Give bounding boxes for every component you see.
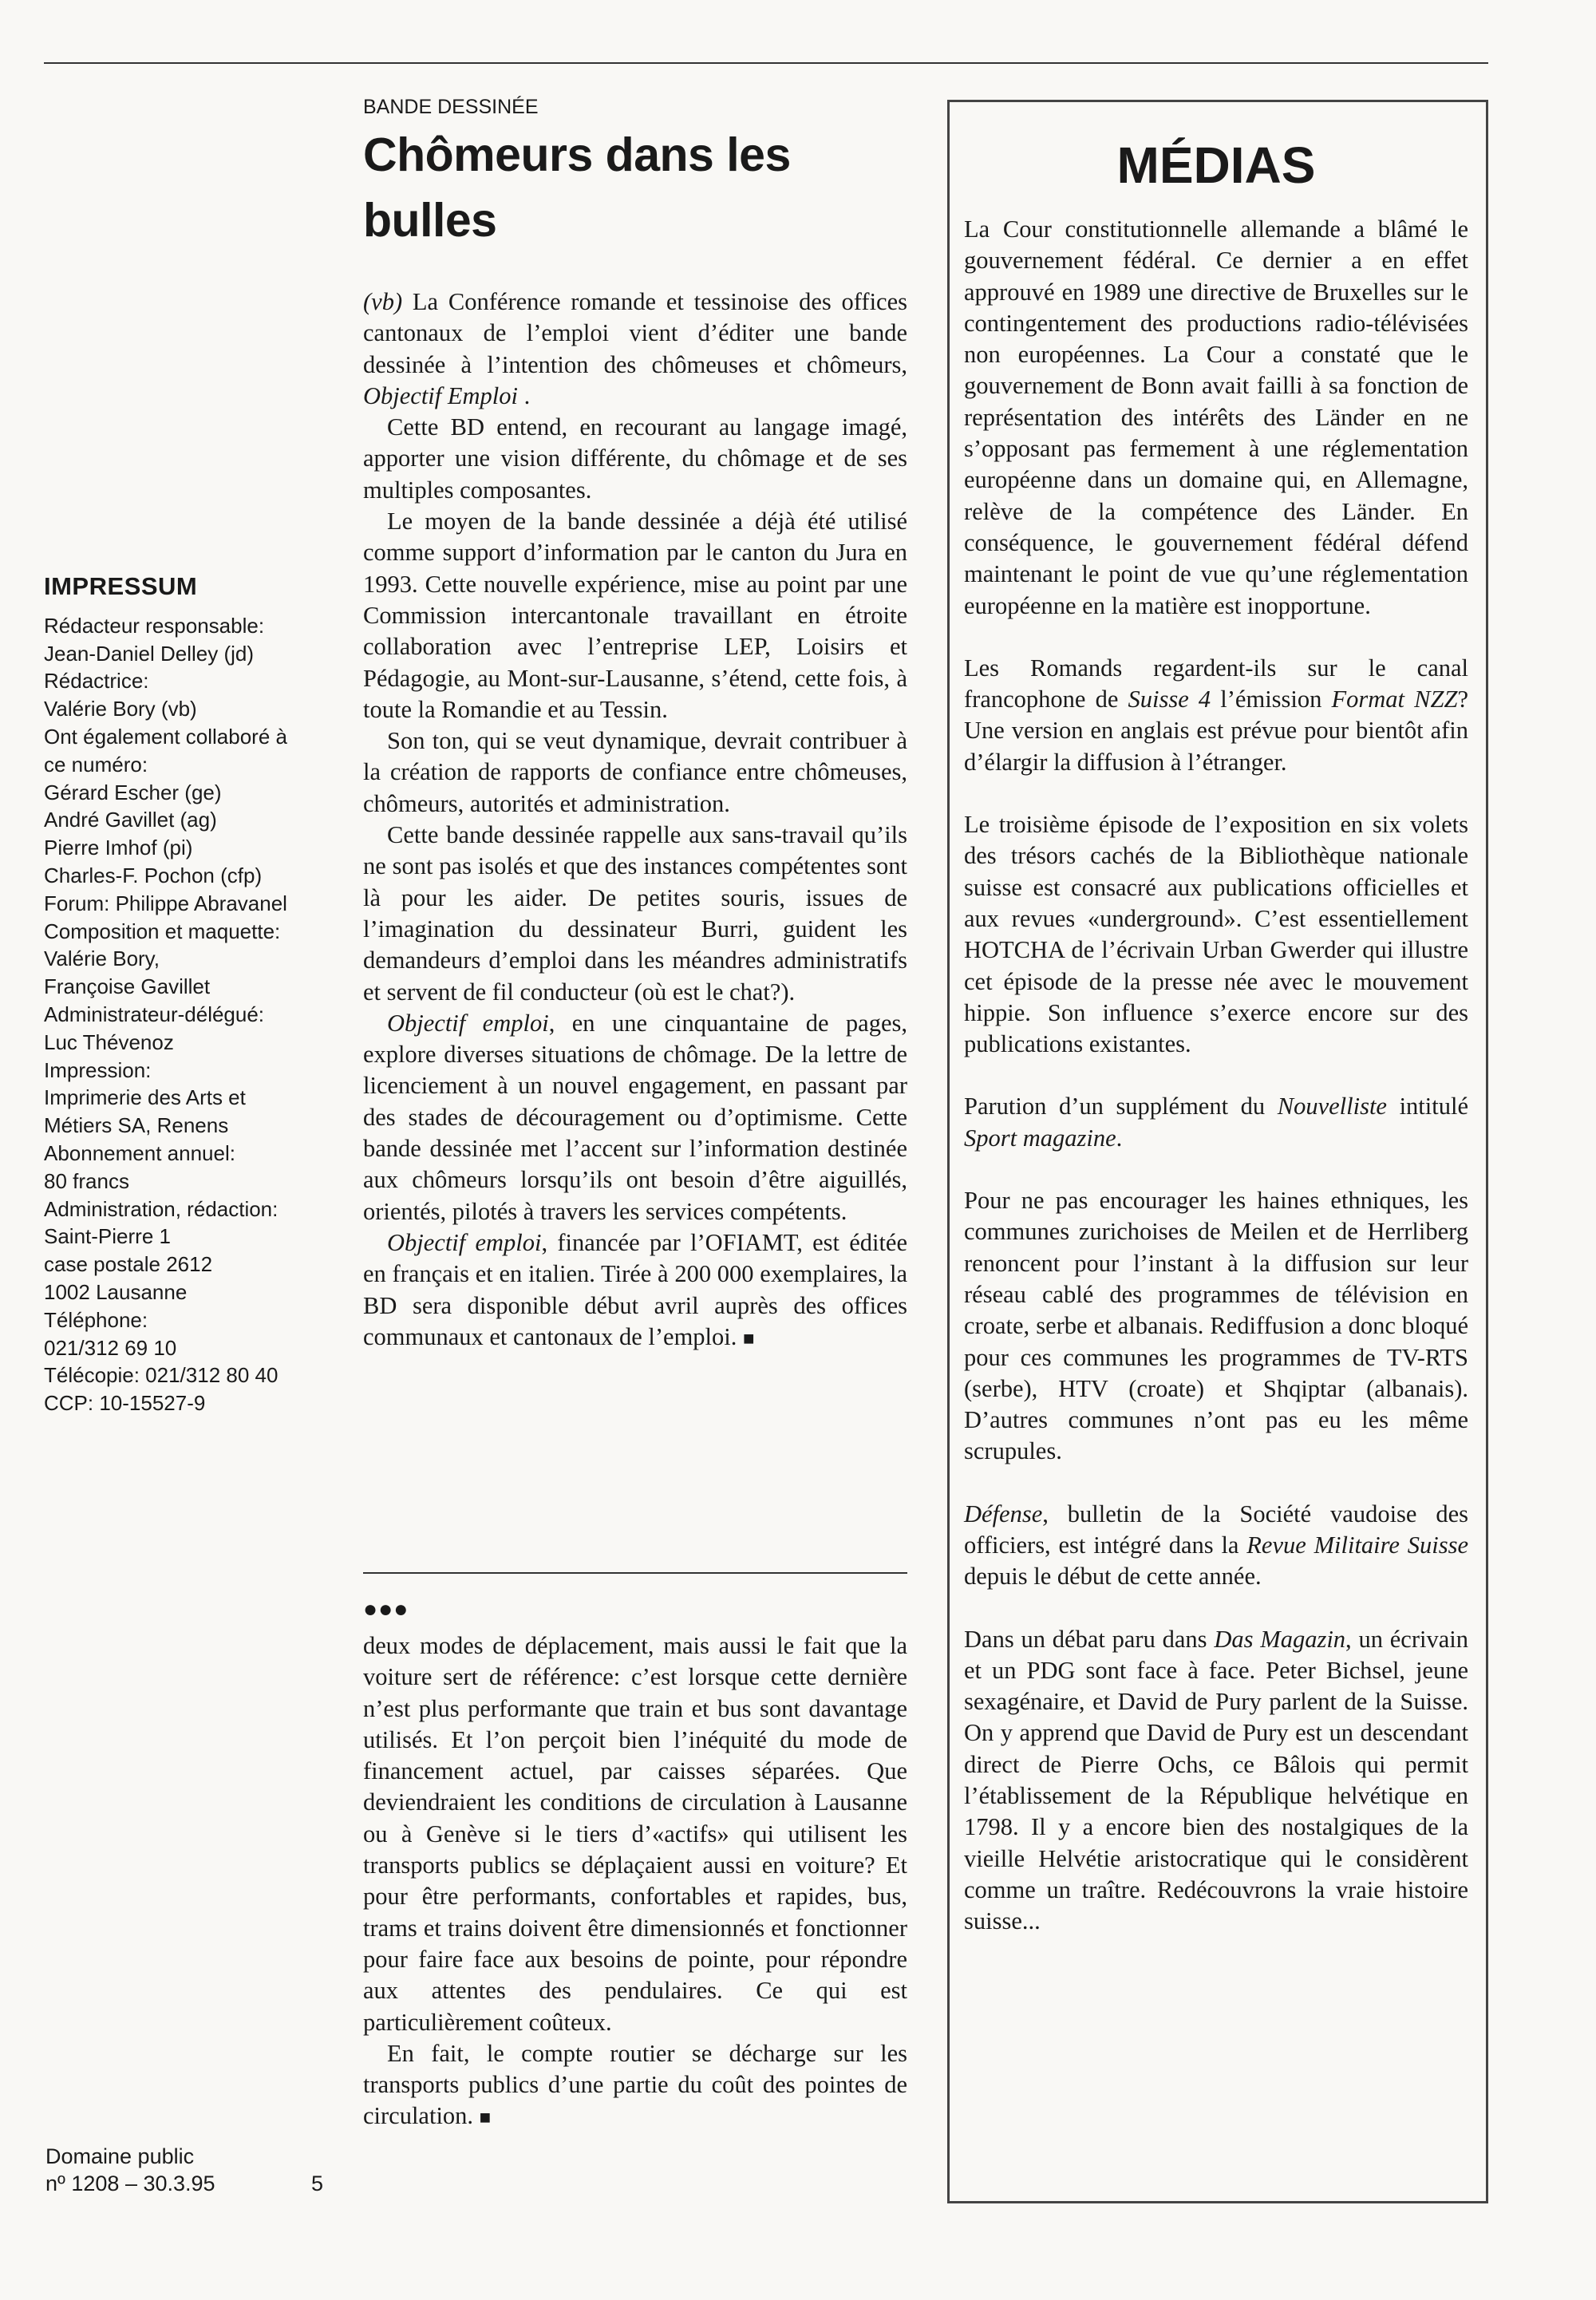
impressum-title: IMPRESSUM bbox=[44, 572, 198, 600]
medias-item: La Cour constitutionnelle allemande a blâmé le gouvernement fédéral. Ce dernier a en effet approuvé en 1989 une directive de Bruxelles sur le contingentement des productions radio-télévisées non européennes. La Cour a constaté que le gouvernement de Bonn avait failli à sa fonction de représentation des intérêts des Länder en ne s’opposant pas fermement à une réglementation européenne dans un domaine qui, en Allemagne, relève de la compétence des Länder. En conséquence, le gouvernement fédéral défend maintenant le point de vue qu’une réglementation européenne en la matière est inopportune. bbox=[964, 215, 1468, 619]
impressum-lines bbox=[44, 612, 331, 1417]
impressum-line: Gérard Escher (ge) bbox=[44, 780, 222, 804]
medias-item: Défense, bulletin de la Société vaudoise des officiers, est intégré dans la Revue Militaire Suisse depuis le début de cette année. bbox=[964, 1500, 1468, 1591]
impressum-line: Métiers SA, Renens bbox=[44, 1113, 229, 1138]
medias-box bbox=[947, 100, 1488, 2203]
impressum-line: Rédacteur responsable: bbox=[44, 613, 265, 638]
continuation-paragraph: En fait, le compte routier se décharge sur les transports publics d’une partie du coût des pointes de circulation. ■ bbox=[363, 2039, 907, 2130]
article-paragraph: Cette BD entend, en recourant au langage imagé, apporter une vision différente, du chômage et de ses multiples composantes. bbox=[363, 413, 907, 504]
impressum-line: Abonnement annuel: bbox=[44, 1140, 235, 1165]
impressum-line: Forum: Philippe Abravanel bbox=[44, 891, 287, 915]
continuation-paragraph: deux modes de déplacement, mais aussi le fait que la voiture sert de référence: c’est lorsque cette dernière n’est plus performante que train et bus sont davantage utilisés. Et l’on perçoit bien l’inéquité du mode de financement actuel, par caisses séparées. Que deviendraient les conditions de circulation à Lausanne ou à Genève si le tiers d’«actifs» qui utilisent les transports publics se déplaçaient aussi en voiture? Et pour être performants, confortables et rapides, bus, trams et trains doivent être dimensionnés et fonctionner pour faire face aux besoins de pointe, pour répondre aux attentes des pendulaires. Ce qui est particulièrement coûteux. bbox=[363, 1632, 907, 2036]
impressum-line: Ont également collaboré à bbox=[44, 724, 287, 749]
page-footer bbox=[45, 2143, 333, 2197]
impressum-line: Pierre Imhof (pi) bbox=[44, 836, 193, 860]
impressum-line: 1002 Lausanne bbox=[44, 1279, 188, 1304]
impressum-line: case postale 2612 bbox=[44, 1252, 213, 1277]
article-continuation bbox=[363, 1594, 907, 2135]
medias-item: Le troisième épisode de l’exposition en six volets des trésors cachés de la Bibliothèque nationale suisse est consacré aux publications officielles et aux revues «underground». C’est essentiellement HOTCHA de l’écrivain Urban Gwerder qui illustre cet épisode de la presse née avec le mouvement hippie. Son influence s’exerce encore sur des publications existantes. bbox=[964, 811, 1468, 1058]
impressum-line: Administration, rédaction: bbox=[44, 1196, 279, 1221]
medias-title: MÉDIAS bbox=[1116, 136, 1316, 194]
impressum-line: Valérie Bory (vb) bbox=[44, 697, 197, 721]
impressum-line: Télécopie: 021/312 80 40 bbox=[44, 1363, 279, 1388]
impressum-line: 021/312 69 10 bbox=[44, 1335, 177, 1360]
continuation-body bbox=[363, 1630, 907, 2135]
article-paragraph: Objectif emploi, en une cinquantaine de pages, explore diverses situations de chômage. De la lettre de licenciement à un nouvel engagement, en passant par des stades de découragement ou d’optimisme. Cette bande dessinée met l’accent sur l’information destinée aux chômeurs lorsqu’ils ont besoin d’être aiguillés, orientés, pilotés à travers les services compétents. bbox=[363, 1009, 907, 1225]
medias-item: Parution d’un supplément du Nouvelliste intitulé Sport magazine. bbox=[964, 1093, 1468, 1152]
medias-item: Les Romands regardent-ils sur le canal francophone de Suisse 4 l’émission Format NZZ? Une version en anglais est prévue pour bientôt afin d’élargir la diffusion à l’étranger. bbox=[964, 654, 1468, 776]
impressum bbox=[44, 573, 331, 1417]
impressum-line: Impression: bbox=[44, 1057, 152, 1082]
impressum-line: ce numéro: bbox=[44, 752, 148, 777]
end-of-article-mark: ■ bbox=[743, 1328, 755, 1350]
article-chomeurs bbox=[363, 96, 907, 1355]
medias-body bbox=[964, 214, 1468, 1938]
medias-item: Pour ne pas encourager les haines ethniques, les communes zurichoises de Meilen et de Herrliberg renoncent pour l’instant à la diffusion sur leur réseau cablé des programmes de télévision en croate, serbe et albanais. Rediffusion a donc bloqué pour ces communes les programmes de TV-RTS (serbe), HTV (croate) et Shqiptar (albanais). D’autres communes n’ont pas eu les même scrupules. bbox=[964, 1187, 1468, 1465]
impressum-line: Administrateur-délégué: bbox=[44, 1002, 265, 1026]
impressum-line: Saint-Pierre 1 bbox=[44, 1224, 171, 1249]
impressum-line: 80 francs bbox=[44, 1168, 129, 1193]
impressum-line: Luc Thévenoz bbox=[44, 1029, 174, 1054]
article-paragraph: Son ton, qui se veut dynamique, devrait contribuer à la création de rapports de confiance entre chômeuses, chômeurs, autorités et administration. bbox=[363, 727, 907, 817]
publication-name: Domaine public bbox=[45, 2144, 195, 2168]
impressum-line: Françoise Gavillet bbox=[44, 974, 211, 999]
article-paragraph: (vb) La Conférence romande et tessinoise des offices cantonaux de l’emploi vient d’éditer une bande dessinée à l’intention des chômeuses et chômeurs, Objectif Emploi . bbox=[363, 288, 907, 409]
impressum-line: Téléphone: bbox=[44, 1307, 148, 1332]
issue-number: nº 1208 – 30.3.95 bbox=[45, 2172, 215, 2195]
section-divider bbox=[363, 1572, 907, 1574]
article-paragraph: Le moyen de la bande dessinée a déjà été utilisé comme support d’information par le canton du Jura en 1993. Cette nouvelle expérience, mise au point par une Commission intercantonale travaillant en étroite collaboration avec l’entreprise LEP, Loisirs et Pédagogie, au Mont-sur-Lausanne, s’étend, cette fois, à toute la Romandie et au Tessin. bbox=[363, 508, 907, 723]
impressum-line: André Gavillet (ag) bbox=[44, 808, 217, 832]
impressum-line: Charles-F. Pochon (cfp) bbox=[44, 863, 263, 887]
end-of-article-mark: ■ bbox=[479, 2108, 492, 2129]
article-body bbox=[363, 287, 907, 1355]
impressum-line: Valérie Bory, bbox=[44, 946, 160, 971]
impressum-line: Jean-Daniel Delley (jd) bbox=[44, 641, 254, 666]
article-paragraph: Cette bande dessinée rappelle aux sans-travail qu’ils ne sont pas isolés et que des instances compétentes sont là pour les aider. De petites souris, issues de l’imagination du dessinateur Burri, guident les demandeurs d’emploi dans les méandres administratifs et servent de fil conducteur (où est le chat?). bbox=[363, 821, 907, 1006]
impressum-line: Rédactrice: bbox=[44, 669, 149, 694]
impressum-line: CCP: 10-15527-9 bbox=[44, 1391, 206, 1416]
impressum-line: Imprimerie des Arts et bbox=[44, 1085, 246, 1110]
continuation-dots: ●●● bbox=[363, 1596, 409, 1622]
top-rule bbox=[44, 62, 1488, 64]
impressum-line: Composition et maquette: bbox=[44, 919, 281, 943]
article-paragraph: Objectif emploi, financée par l’OFIAMT, est éditée en français et en italien. Tirée à 200 000 exemplaires, la BD sera disponible début avril auprès des offices communaux et cantonaux de l’emploi. ■ bbox=[363, 1228, 908, 1350]
author-initials: (vb) bbox=[363, 288, 403, 315]
article-headline: Chômeurs dans les bulles bbox=[363, 128, 791, 247]
page-number: 5 bbox=[311, 2172, 324, 2195]
medias-item: Dans un débat paru dans Das Magazin, un écrivain et un PDG sont face à face. Peter Bichsel, jeune sexagénaire, et David de Pury parlent de la Suisse. On y apprend que David de Pury est un descendant direct de Pierre Ochs, ce Bâlois qui permit l’établissement de la République helvétique en 1798. Il y a encore bien des nostalgiques de la vieille Helvétie aristocratique qui le considèrent comme un traître. Redécouvrons la vraie histoire suisse... bbox=[964, 1625, 1468, 1935]
article-kicker: BANDE DESSINÉE bbox=[363, 96, 539, 118]
